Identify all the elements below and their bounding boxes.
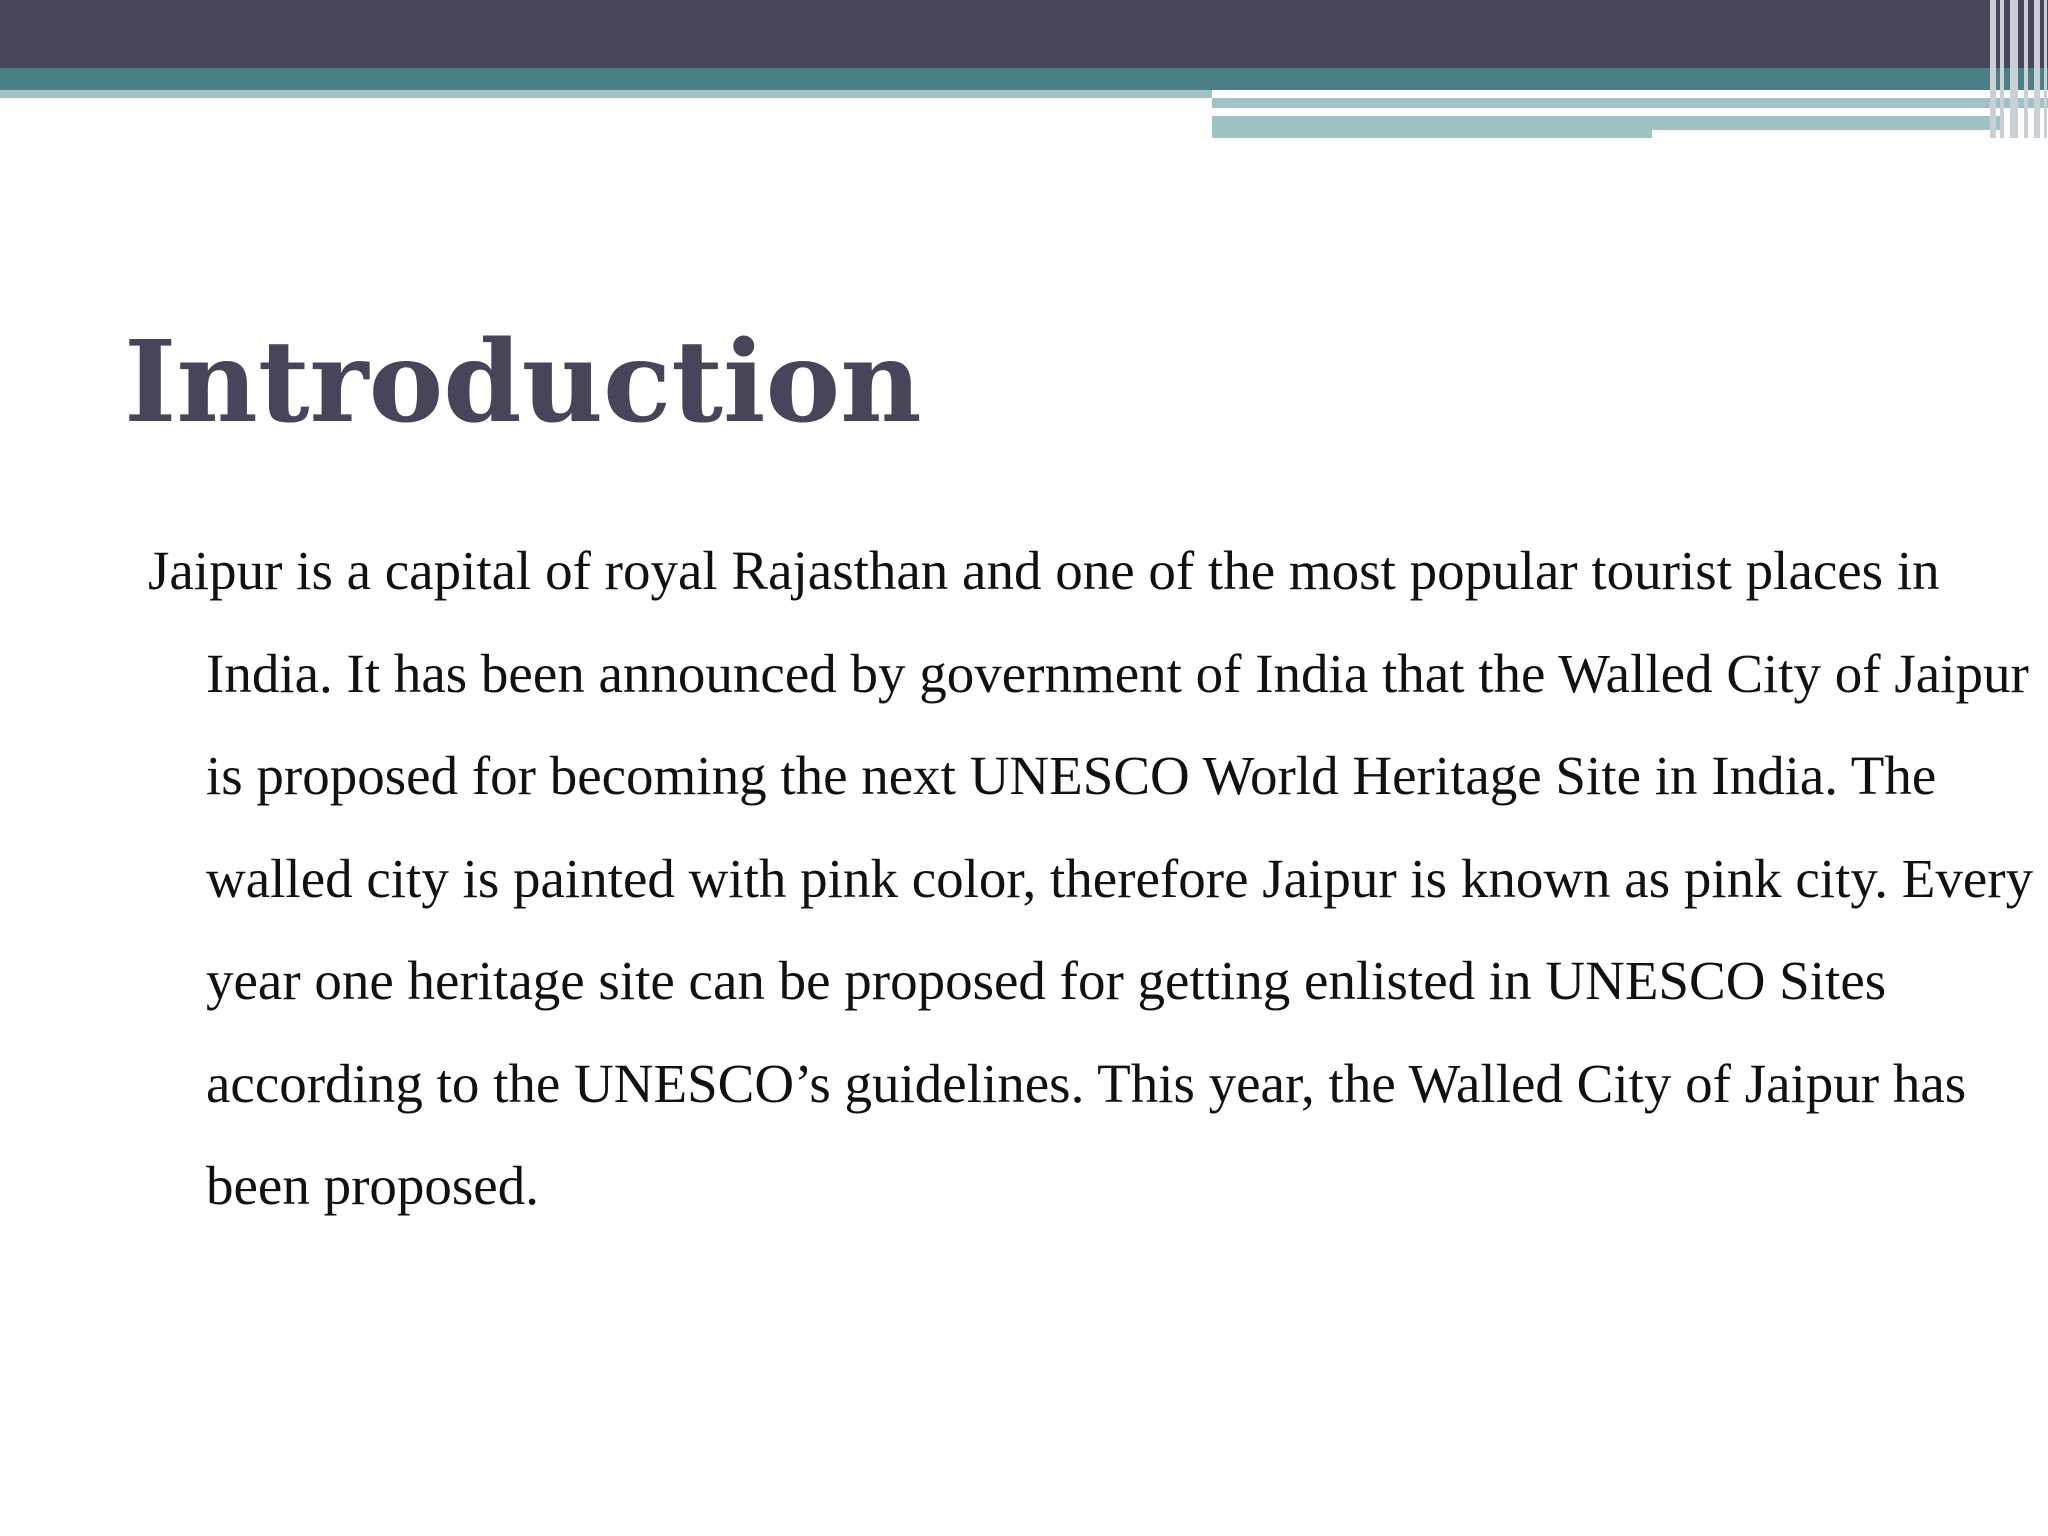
- header-band-dark: [0, 0, 2048, 68]
- header-band-light-lower-right: [1652, 116, 2002, 130]
- header-band-light-left: [0, 90, 1212, 98]
- header-vertical-stripes: [1988, 0, 2048, 138]
- header-band-teal: [0, 68, 2048, 90]
- header-band-light-right: [1212, 98, 2048, 108]
- slide-title: Introduction: [124, 317, 922, 448]
- slide-body-text: Jaipur is a capital of royal Rajasthan and one of the most popular tourist places in India. It has been announced by government of India that the Walled City of Jaipur is proposed for becoming the next UNESCO World Heritage Site in India. The walled city is painted with pink color, therefore Jaipur is known as pink city. Every year one heritage site can be proposed for getting enlisted in UNESCO Sites according to the UNESCO’s guidelines. This year, the Walled City of Jaipur has been proposed.: [148, 540, 2034, 1216]
- header-band-light-lower: [1212, 116, 1652, 138]
